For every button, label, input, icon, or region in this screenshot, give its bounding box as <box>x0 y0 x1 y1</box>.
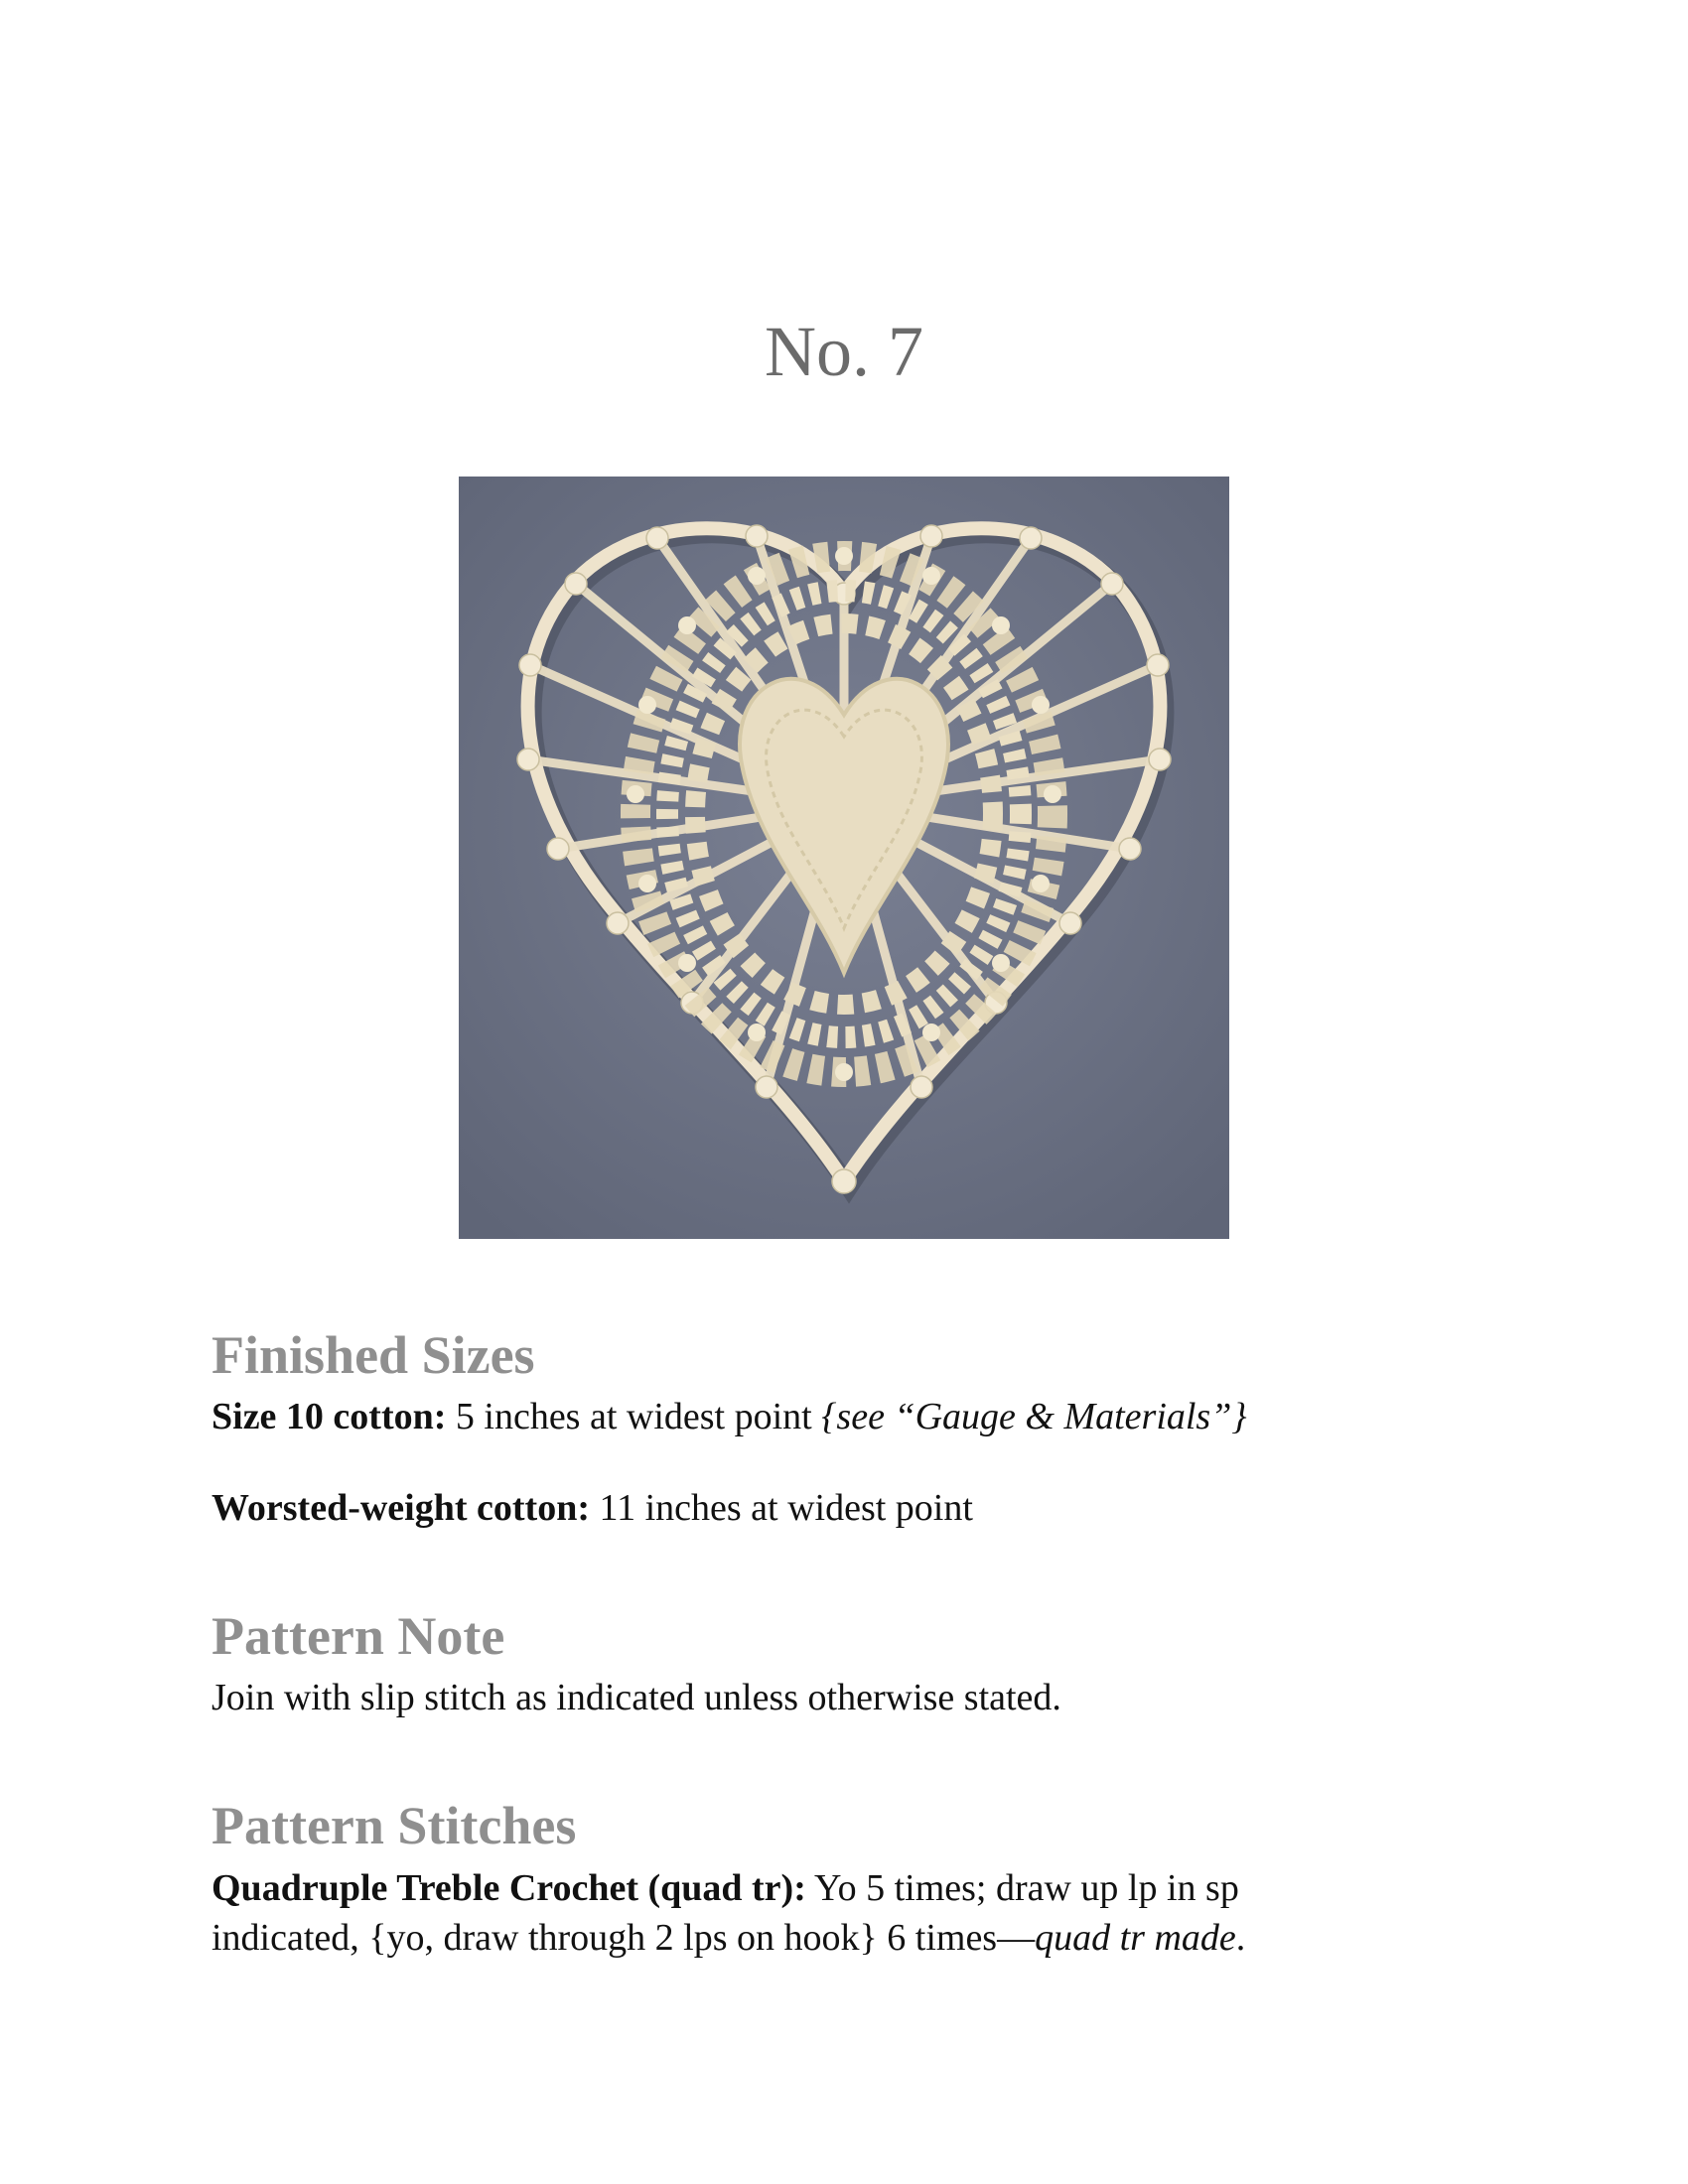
quad-tr-end: . <box>1235 1917 1246 1959</box>
quad-tr-italic: quad tr made <box>1035 1917 1236 1959</box>
worsted-line <box>211 1483 1502 1533</box>
heart-doily-image <box>459 477 1229 1239</box>
size10-line <box>211 1392 1502 1441</box>
page-title: No. 7 <box>765 312 923 391</box>
quad-tr-definition <box>211 1863 1363 1963</box>
pattern-note-heading: Pattern Note <box>211 1606 505 1666</box>
doily-photo <box>459 477 1229 1239</box>
size10-label: Size 10 cotton: <box>211 1396 447 1437</box>
finished-sizes-heading: Finished Sizes <box>211 1325 535 1385</box>
quad-tr-label: Quadruple Treble Crochet (quad tr): <box>211 1867 806 1909</box>
pattern-note-text: Join with slip stitch as indicated unless otherwise stated. <box>211 1677 1061 1718</box>
worsted-label: Worsted-weight cotton: <box>211 1487 590 1529</box>
size10-note: {see “Gauge & Materials”} <box>821 1396 1247 1437</box>
pattern-stitches-heading: Pattern Stitches <box>211 1796 577 1855</box>
quad-tr-text: Yo 5 times; draw up lp in sp indicated, {yo, draw through 2 lps on hook} 6 times— <box>211 1867 1239 1959</box>
size10-text: 5 inches at widest point <box>446 1396 822 1437</box>
worsted-text: 11 inches at widest point <box>589 1487 973 1529</box>
